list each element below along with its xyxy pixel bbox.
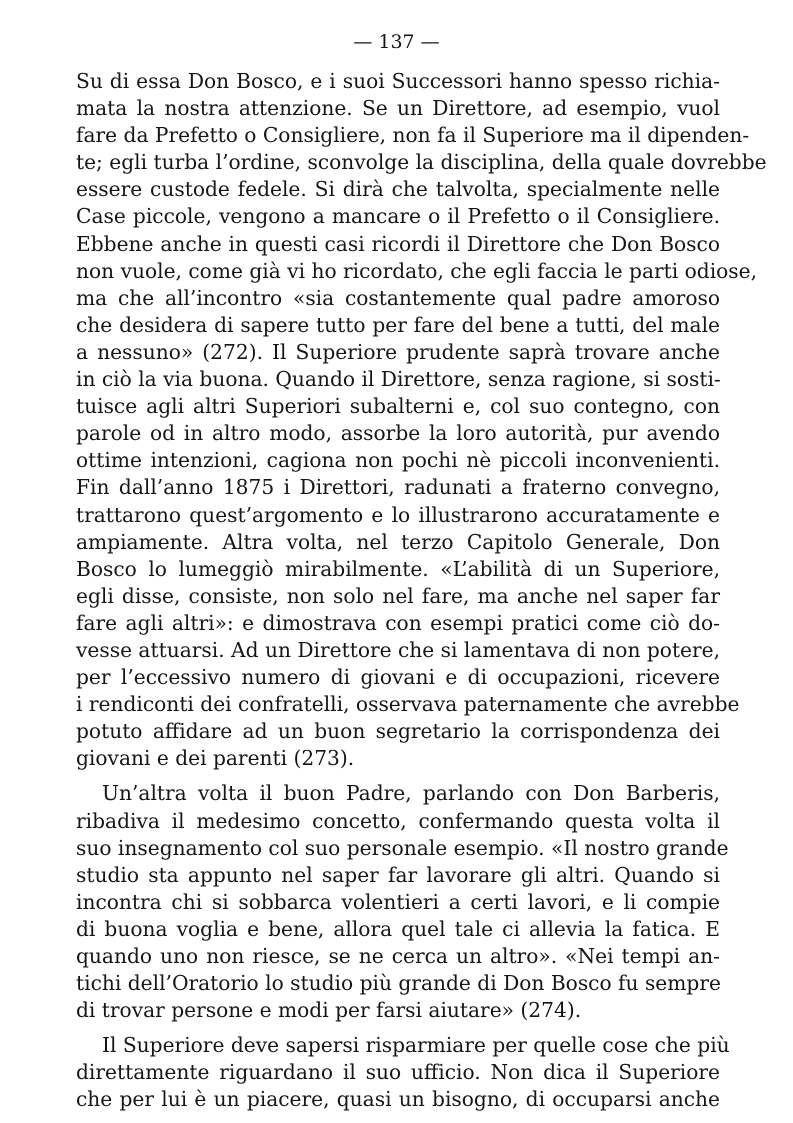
text-line: potuto affidare ad un buon segretario la corrispondenza dei bbox=[76, 719, 720, 744]
text-line: ottime intenzioni, cagiona non pochi nè piccoli inconvenienti. bbox=[76, 448, 720, 473]
page-number: — 137 — bbox=[353, 31, 440, 53]
text-line: direttamente riguardano il suo ufficio. Non dica il Superiore bbox=[76, 1060, 720, 1085]
text-line: egli disse, consiste, non solo nel fare, ma anche nel saper far bbox=[76, 583, 720, 608]
paragraph bbox=[76, 780, 729, 1024]
text-line: vesse attuarsi. Ad un Direttore che si lamentava di non potere, bbox=[76, 637, 721, 662]
paragraph-gap bbox=[76, 1024, 720, 1032]
text-line: mata la nostra attenzione. Se un Direttore, ad esempio, vuol bbox=[76, 96, 720, 121]
text-line: Su di essa Don Bosco, e i suoi Successori hanno spesso richia- bbox=[76, 69, 720, 93]
text-line: ribadiva il medesimo concetto, confermando questa volta il bbox=[76, 808, 720, 833]
text-line: per l’eccessivo numero di giovani e di occupazioni, ricevere bbox=[76, 665, 720, 690]
text-line: che desidera di sapere tutto per fare del bene a tutti, del male bbox=[76, 312, 720, 337]
text-line: te; egli turba l’ordine, sconvolge la disciplina, della quale dovrebbe bbox=[76, 150, 767, 175]
text-line: studio sta appunto nel saper far lavorare gli altri. Quando si bbox=[76, 862, 720, 887]
text-line: Case piccole, vengono a mancare o il Prefetto o il Consigliere. bbox=[76, 204, 720, 229]
text-line: trattarono quest’argomento e lo illustrarono accuratamente e bbox=[76, 502, 720, 527]
paragraph bbox=[76, 1032, 730, 1113]
text-line: incontra chi si sobbarca volentieri a certi lavori, e li compie bbox=[76, 889, 720, 914]
paragraph-gap bbox=[76, 772, 720, 780]
text-line: quando uno non riesce, se ne cerca un altro». «Nei tempi an- bbox=[76, 944, 720, 968]
text-line: parole od in altro modo, assorbe la loro autorità, pur avendo bbox=[76, 421, 720, 446]
text-line: i rendiconti dei confratelli, osservava paternamente che avrebbe bbox=[76, 692, 740, 717]
text-line: Il Superiore deve sapersi risparmiare per quelle cose che più bbox=[102, 1033, 730, 1058]
text-line: Bosco lo lumeggiò mirabilmente. «L’abilità di un Superiore, bbox=[76, 556, 720, 581]
text-line: Ebbene anche in questi casi ricordi il Direttore che Don Bosco bbox=[76, 231, 720, 256]
paragraph bbox=[76, 68, 767, 772]
text-line: fare da Prefetto o Consigliere, non fa il Superiore ma il dipenden- bbox=[76, 123, 750, 148]
body-text bbox=[76, 68, 767, 1114]
text-line: fare agli altri»: e dimostrava con esempi pratici come ciò do- bbox=[76, 610, 720, 635]
text-line: giovani e dei parenti (273). bbox=[76, 746, 355, 771]
text-line: ma che all’incontro «sia costantemente qual padre amoroso bbox=[76, 285, 720, 310]
text-line: essere custode fedele. Si dirà che talvolta, specialmente nelle bbox=[76, 177, 720, 202]
text-line: non vuole, come già vi ho ricordato, che egli faccia le parti odiose, bbox=[76, 258, 758, 283]
text-line: Fin dall’anno 1875 i Direttori, radunati a fraterno convegno, bbox=[76, 475, 720, 500]
text-line: suo insegnamento col suo personale esempio. «Il nostro grande bbox=[76, 835, 729, 860]
text-line: a nessuno» (272). Il Superiore prudente saprà trovare anche bbox=[76, 339, 720, 364]
text-line: tuisce agli altri Superiori subalterni e, col suo contegno, con bbox=[76, 394, 720, 419]
text-line: ampiamente. Altra volta, nel terzo Capitolo Generale, Don bbox=[76, 529, 720, 554]
text-line: di buona voglia e bene, allora quel tale ci allevia la fatica. E bbox=[76, 916, 720, 941]
text-line: in ciò la via buona. Quando il Direttore, senza ragione, si sosti- bbox=[76, 367, 721, 392]
text-line: tichi dell’Oratorio lo studio più grande di Don Bosco fu sempre bbox=[76, 971, 721, 996]
text-line: che per lui è un piacere, quasi un bisogno, di occuparsi anche bbox=[76, 1087, 720, 1112]
text-line: Un’altra volta il buon Padre, parlando con Don Barberis, bbox=[102, 781, 720, 806]
text-line: di trovar persone e modi per farsi aiutare» (274). bbox=[76, 998, 582, 1023]
